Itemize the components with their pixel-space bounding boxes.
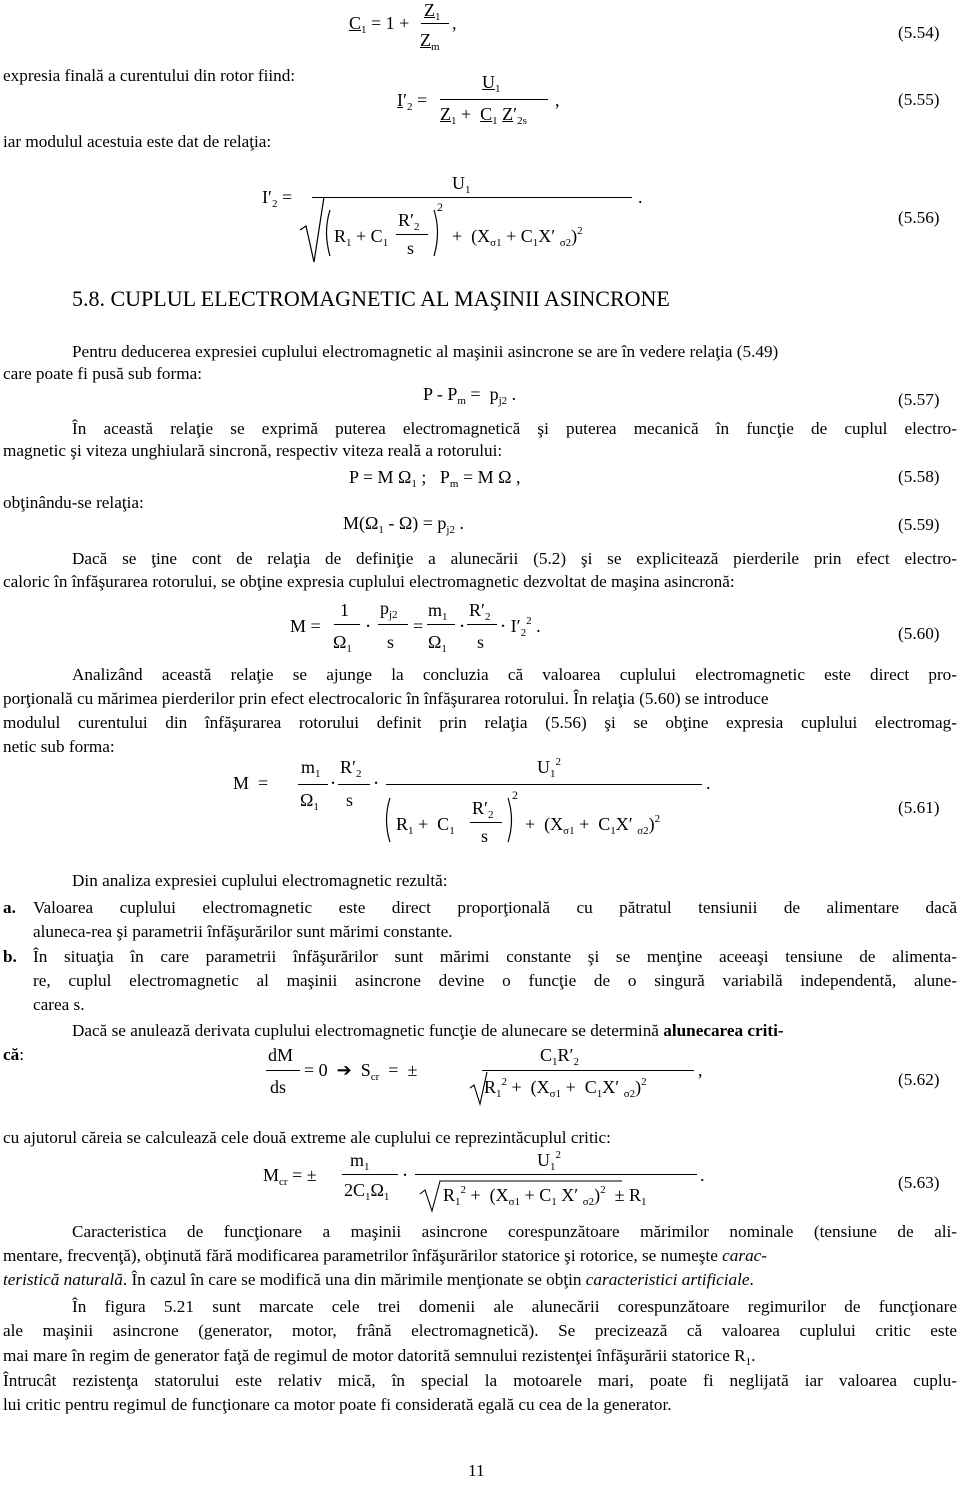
- text-line: cu ajutorul căreia se calculează cele două extreme ale cuplului ce reprezintăcuplul critic:: [3, 1128, 611, 1147]
- text-line: porţională cu mărimea pierderilor prin efect electrocaloric în înfăşurarea rotorului. În relaţia (5.60) se introduce: [3, 689, 769, 708]
- text-span: Dacă se anulează derivata cuplului electromagnetic funcţie de alunecare se determină: [72, 1021, 664, 1040]
- text-line: În situaţia în care parametrii înfăşurărilor sunt mărimi constante şi se menţine aceeaşi tensiune de alimenta-: [33, 947, 957, 966]
- subscript: 1: [745, 1356, 752, 1368]
- text-line: aluneca-rea şi parametrii înfăşurărilor sunt mărimi constante.: [33, 922, 453, 941]
- text-span: mentare, frecvenţă), obţinută fără modificarea parametrilor înfăşurărilor statorice şi rotorice, se numeşte: [3, 1246, 723, 1265]
- bold-term: alunecarea criti-: [663, 1021, 784, 1040]
- text-line: lui critic pentru regimul de funcţionare ca motor poate fi considerată egală cu cea de la generator.: [3, 1395, 672, 1414]
- text-span: . În cazul în care se modifică una din mărimile menţionate se obţin: [122, 1270, 586, 1289]
- text-span: :: [19, 1045, 25, 1064]
- bold-term: că: [3, 1045, 20, 1064]
- list-label: b.: [3, 947, 17, 966]
- list-label: a.: [3, 898, 16, 917]
- page-number: 11: [468, 1461, 485, 1480]
- text-line: netic sub forma:: [3, 737, 115, 756]
- italic-term: teristică naturală: [3, 1270, 123, 1289]
- equation-number: (5.58): [898, 467, 940, 486]
- section-heading: 5.8. CUPLUL ELECTROMAGNETIC AL MAŞINII ASINCRONE: [72, 286, 670, 311]
- text-line: Dacă se ţine cont de relaţia de definiţie a alunecării (5.2) şi se explicitează pierderile prin efect electro-: [72, 549, 957, 568]
- equation-number: (5.55): [898, 90, 940, 109]
- equation-number: (5.60): [898, 624, 940, 643]
- equation-number: (5.62): [898, 1070, 940, 1089]
- text-line: caloric în înfăşurarea rotorului, se obţine expresia cuplului electromagnetic dezvoltat de maşina asincronă:: [3, 572, 735, 591]
- text-span: mai mare în regim de generator faţă de regimul de motor datorită semnului rezistenţei înfăşurării statorice R: [3, 1346, 746, 1365]
- text-line: magnetic şi viteza unghiulară sincronă, respectiv viteza reală a rotorului:: [3, 441, 503, 460]
- equation-number: (5.63): [898, 1173, 940, 1192]
- text-line: obţinându-se relaţia:: [3, 493, 144, 512]
- text-line: În figura 5.21 sunt marcate cele trei domenii ale alunecării corespunzătoare regimurilor de funcţionare: [72, 1297, 957, 1316]
- equation-number: (5.57): [898, 390, 940, 409]
- text-span: .: [749, 1270, 754, 1289]
- text-line: iar modulul acestuia este dat de relaţia:: [3, 132, 272, 151]
- text-line: Pentru deducerea expresiei cuplului electromagnetic al maşinii asincrone se are în vedere relaţia (5.49): [72, 342, 779, 361]
- text-line: modulul curentului din înfăşurarea rotorului definit prin relaţia (5.56) şi se obţine expresia cuplului electromag-: [3, 713, 957, 732]
- text-line: [3, 1345, 755, 1367]
- equation-number: (5.56): [898, 208, 940, 227]
- equation-number: (5.61): [898, 798, 940, 817]
- equation-number: (5.54): [898, 23, 940, 42]
- text-line: expresia finală a curentului din rotor fiind:: [3, 66, 296, 85]
- italic-term: caracteristici artificiale: [585, 1270, 750, 1289]
- equation-number: (5.59): [898, 515, 940, 534]
- text-line: Caracteristica de funcţionare a maşinii asincrone corespunzătoare mărimilor nominale (tensiune de ali-: [72, 1222, 957, 1241]
- text-line: re, cuplul electromagnetic al maşinii asincrone devine o funcţie de o singură variabilă independentă, alune-: [33, 971, 957, 990]
- text-line: Valoarea cuplului electromagnetic este direct proporţională cu pătratul tensiunii de alimentare dacă: [33, 898, 957, 917]
- text-line: carea s.: [33, 995, 85, 1014]
- text-span: .: [751, 1346, 756, 1365]
- italic-term: carac-: [722, 1246, 768, 1265]
- text-line: care poate fi pusă sub forma:: [3, 364, 203, 383]
- text-line: Din analiza expresiei cuplului electromagnetic rezultă:: [72, 871, 448, 890]
- text-line: [3, 1245, 767, 1267]
- text-line: Întrucât rezistenţa statorului este relativ mică, în special la motoarele mari, poate fi neglijată iar valoarea cuplu-: [3, 1371, 957, 1390]
- text-line: ale maşinii asincrone (generator, motor, frână electromagnetică). Se precizează că valoarea cuplului critic este: [3, 1321, 957, 1340]
- text-line: [3, 1269, 754, 1291]
- text-line: Analizând această relaţie se ajunge la concluzia că valoarea cuplului electromagnetic este direct pro-: [72, 665, 957, 684]
- text-line: În această relaţie se exprimă puterea electromagnetică şi puterea mecanică în funcţie de cuplul electro-: [72, 419, 957, 438]
